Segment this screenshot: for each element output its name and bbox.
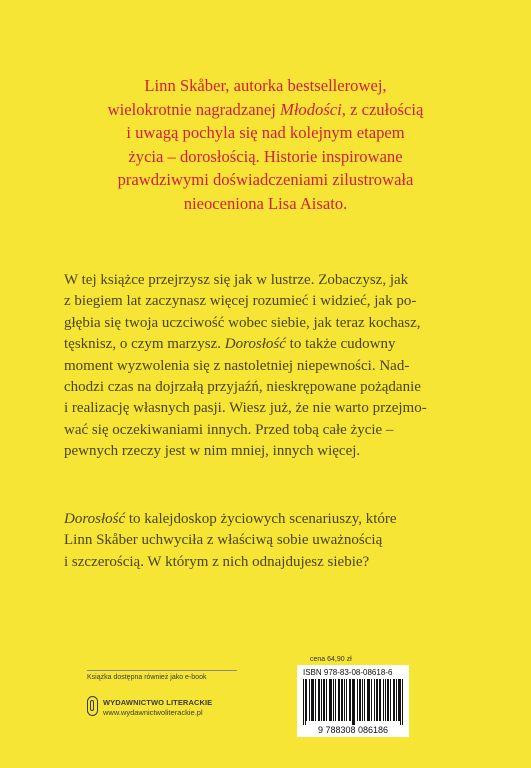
blurb-line: życia – dorosłością. Historie inspirowane [128, 146, 403, 166]
description-text: tęsknisz, o czym marzysz. [64, 336, 225, 353]
blurb-line: i uwagą pochyla się nad kolejnym etapem [126, 123, 405, 142]
publisher-logo-icon [87, 696, 98, 716]
publisher-url: www.wydawnictwoliterackie.pl [103, 708, 203, 717]
blurb-line: nieoceniona Lisa Aisato. [183, 193, 348, 213]
price-label: cena 64,90 zł [310, 656, 352, 663]
description-line: pewnych rzeczy jest w nim mniej, innych więcej. [64, 443, 361, 460]
blurb-title-italic: Młodości [280, 99, 342, 119]
description-title-italic: Dorosłość [224, 336, 286, 353]
description-line: z biegiem lat zaczynasz więcej rozumieć i widzieć, jak po- [64, 293, 417, 310]
description [64, 270, 484, 463]
blurb-text: wielokrotnie nagradzanej [107, 99, 280, 119]
description-line [64, 334, 484, 355]
blurb [40, 74, 491, 215]
description-line: chodzi czas na dojrzałą przyjaźń, nieskrępowane pożądanie [64, 379, 421, 396]
closing-line: i szczerością. W którym z nich odnajdujesz siebie? [64, 553, 370, 570]
blurb-text: , z czułością [341, 99, 424, 119]
blurb-line [40, 98, 491, 122]
description-text: to także cudowny [285, 336, 396, 353]
logo-inner-shape [90, 700, 94, 711]
blurb-line: Linn Skåber, autorka bestsellerowej, [144, 76, 387, 95]
publisher-name: WYDAWNICTWO LITERACKIE [103, 698, 213, 707]
closing-paragraph [64, 509, 484, 573]
description-line: i realizację własnych pasji. Wiesz już, że nie warto przejmo- [64, 400, 427, 417]
description-line: głębia się twoja uczciwość wobec siebie, jak teraz kochasz, [64, 314, 421, 331]
isbn-label: ISBN 978-83-08-08618-6 [303, 668, 393, 677]
description-line: W tej książce przejrzysz się jak w lustrze. Zobaczysz, jak [64, 272, 409, 288]
description-line: moment wyzwolenia się z nastoletniej niepewności. Nad- [64, 357, 410, 374]
closing-line [64, 509, 484, 530]
closing-line: Linn Skåber uchwyciła z właściwą sobie uważnością [64, 532, 383, 549]
barcode-box [297, 665, 409, 737]
description-line: wać się oczekiwaniami innych. Przed tobą całe życie – [64, 421, 394, 438]
closing-text: to kalejdoskop życiowych scenariuszy, które [125, 511, 397, 527]
blurb-line: prawdziwymi doświadczeniami zilustrowała [117, 170, 414, 189]
ebook-note: Książka dostępna również jako e-book [87, 674, 207, 681]
divider [87, 670, 237, 671]
closing-title-italic: Dorosłość [64, 511, 126, 527]
barcode-icon [303, 679, 403, 725]
barcode-digits: 9 788308 086186 [317, 725, 389, 735]
